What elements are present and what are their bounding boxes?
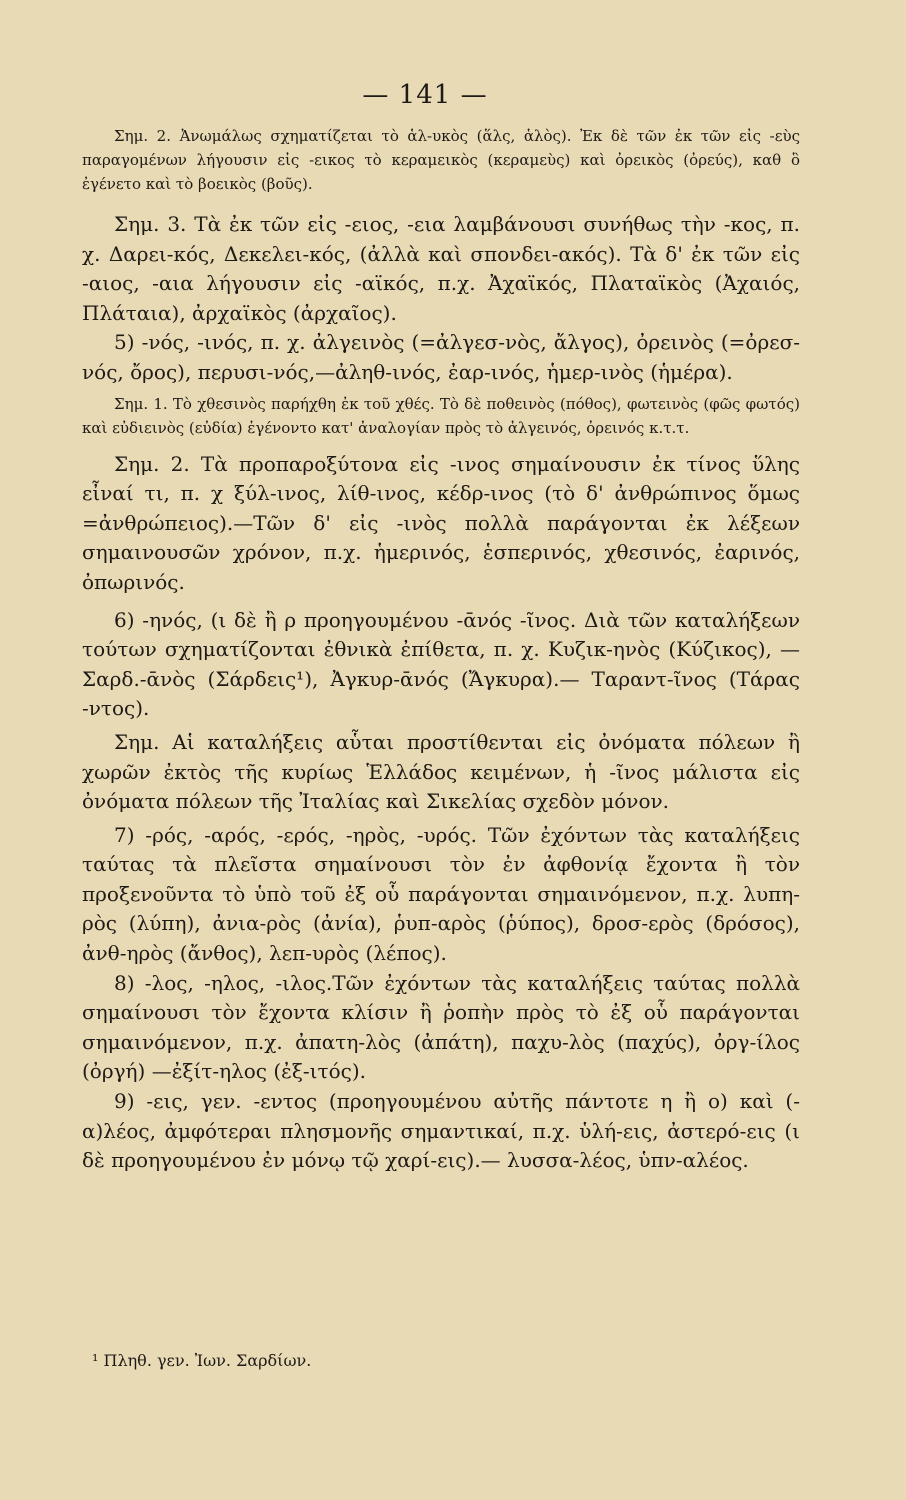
paragraph-suffix-eis: 9) -εις, γεν. -εντος (προηγουμένου αὐτῆς πάντοτε η ἢ ο) καὶ (-α)λέος, ἀμφότεραι πλησμονῆς σημαντικαί, π.χ. ὑλή-εις, ἀστερό-εις (ι δὲ προηγουμένου ἐν μόνῳ τῷ χαρί-εις).— λυσσα-λέος, ὑπν-αλέος.: [82, 1089, 800, 1173]
footnote: ¹ Πληθ. γεν. Ἰων. Σαρδίων.: [92, 1351, 312, 1370]
paragraph-note-3: Σημ. 3. Τὰ ἐκ τῶν εἰς -ειος, -εια λαμβάνουσι συνήθως τὴν -κος, π. χ. Δαρει-κός, Δεκελει-κός, (ἀλλὰ καὶ σπονδει-ακός). Τὰ δ' ἐκ τῶν εἰς -αιος, -αια λήγουσιν εἰς -αϊκός, π.χ. Ἀχαϊκός, Πλαταϊκὸς (Ἀχαιός, Πλάταια), ἀρχαϊκὸς (ἀρχαῖος).: [82, 212, 800, 325]
paragraph-suffix-nos: 5) -νός, -ινός, π. χ. ἀλγεινὸς (=ἀλγεσ-νὸς, ἄλγος), ὀρεινὸς (=ὀρεσ-νός, ὄρος), περυσι-νός,—ἀληθ-ινός, ἐαρ-ινός, ἡμερ-ινὸς (ἡμέρα).: [82, 330, 800, 384]
paragraph-note-2-proparoxytona: Σημ. 2. Τὰ προπαροξύτονα εἰς -ινος σημαίνουσιν ἐκ τίνος ὕλης εἶναί τι, π. χ ξύλ-ινος, λίθ-ινος, κέδρ-ινος (τὸ δ' ἀνθρώπινος ὅμως =ἀνθρώπειος).—Τῶν δ' εἰς -ινὸς πολλὰ παράγονται ἐκ λέξεων σημαινουσῶν χρόνον, π.χ. ἡμερινός, ἑσπερινός, χθεσινός, ἐαρινός, ὀπωρινός.: [82, 451, 800, 594]
paragraph-note-1-chthesinos: Σημ. 1. Τὸ χθεσινὸς παρήχθη ἐκ τοῦ χθές. Τὸ δὲ ποθεινὸς (πόθος), φωτεινὸς (φῶς φωτός) καὶ εὐδιεινὸς (εὐδία) ἐγένοντο κατ' ἀναλογίαν πρὸς τὸ ἀλγεινός, ὀρεινός κ.τ.τ.: [82, 394, 800, 437]
paragraph-note-ethnika: Σημ. Αἱ καταλήξεις αὗται προστίθενται εἰς ὀνόματα πόλεων ἢ χωρῶν ἐκτὸς τῆς κυρίως Ἑλλάδος κειμένων, ἡ -ῖνος μάλιστα εἰς ὀνόματα πόλεων τῆς Ἰταλίας καὶ Σικελίας σχεδὸν μόνον.: [82, 729, 800, 814]
paragraph-suffix-los: 8) -λος, -ηλος, -ιλος.Τῶν ἐχόντων τὰς καταλήξεις ταύτας πολλὰ σημαίνουσι τὸν ἔχοντα κλίσιν ἢ ῥοπὴν πρὸς τὸ ἐξ οὗ παράγονται σημαινόμενον, π.χ. ἀπατη-λὸς (ἀπάτη), παχυ-λὸς (παχύς), ὀργ-ίλος (ὀργή) —ἐξίτ-ηλος (ἐξ-ιτός).: [82, 970, 800, 1084]
paragraph-suffix-enos: 6) -ηνός, (ι δὲ ἢ ρ προηγουμένου -ᾱνός -ῖνος. Διὰ τῶν καταλήξεων τούτων σχηματίζονται ἐθνικὰ ἐπίθετα, π. χ. Κυζικ-ηνὸς (Κύζικος), — Σαρδ.-ᾱνὸς (Σάρδεις¹), Ἀγκυρ-ᾱνός (Ἄγκυρα).— Ταραντ-ῖνος (Τάρας -ντος).: [82, 607, 800, 721]
page-body: [82, 124, 800, 1176]
paragraph-note-2-irregular: Σημ. 2. Ἀνωμάλως σχηματίζεται τὸ ἁλ-υκὸς (ἅλς, ἁλὸς). Ἐκ δὲ τῶν ἐκ τῶν εἰς -εὺς παραγομένων λήγουσιν εἰς -εικος τὸ κεραμεικὸς (κεραμεὺς) καὶ ὀρεικὸς (ὀρεύς), καθ ὃ ἐγένετο καὶ τὸ βοεικὸς (βοῦς).: [82, 127, 800, 193]
page-number: — 141 —: [362, 80, 488, 110]
paragraph-suffix-ros: 7) -ρός, -αρός, -ερός, -ηρὸς, -υρός. Τῶν ἐχόντων τὰς καταλήξεις ταύτας τὰ πλεῖστα σημαίνουσι τὸν ἐν ἀφθονίᾳ ἔχοντα ἢ τὸν προξενοῦντα τὸ ὑπὸ τοῦ ἐξ οὗ παράγονται σημαινόμενον, π.χ. λυπη-ρὸς (λύπη), ἀνια-ρὸς (ἀνία), ῥυπ-αρὸς (ῥύπος), δροσ-ερὸς (δρόσος), ἀνθ-ηρὸς (ἄνθος), λεπ-υρὸς (λέπος).: [82, 822, 800, 966]
